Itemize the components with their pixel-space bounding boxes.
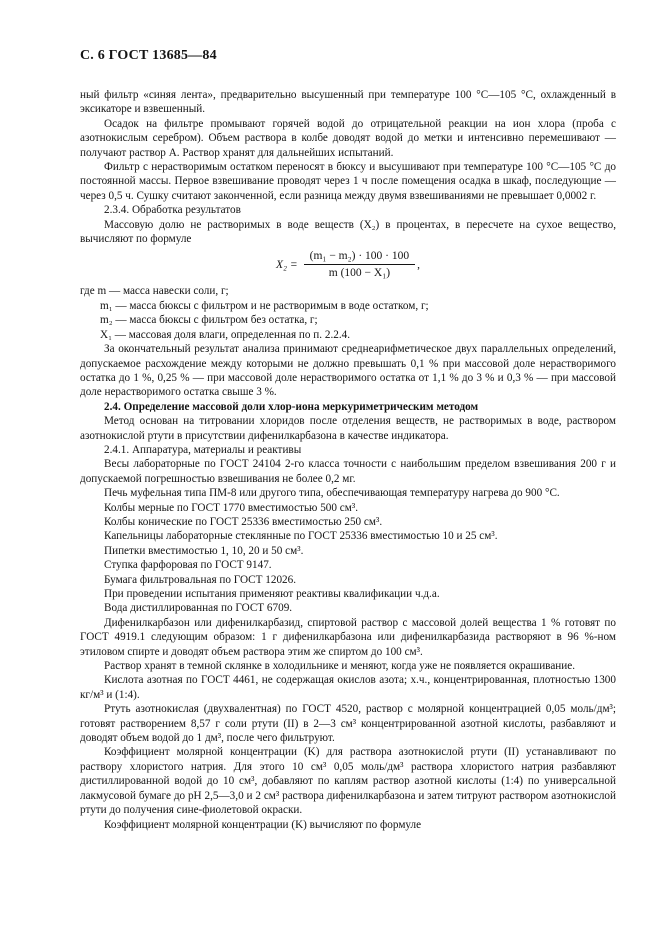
paragraph: Коэффициент молярной концентрации (K) вычисляют по формуле — [104, 818, 422, 831]
formula-fraction — [304, 250, 415, 279]
paragraph: Колбы конические по ГОСТ 25336 вместимостью 250 см³. — [104, 515, 383, 528]
page-header: С. 6 ГОСТ 13685—84 — [80, 48, 217, 63]
paragraph: Массовую долю не растворимых в воде веществ (X₂) в процентах, в пересчете на сухое вещество, вычисляют по формуле — [80, 218, 616, 246]
formula-lhs: X₂ = — [275, 258, 298, 271]
paragraph: Фильтр с нерастворимым остатком переносят в бюксу и высушивают при температуре 100 °С—105 °С до постоянной массы. Первое взвешивание проводят через 1 ч после помещения осадка в шкаф, последующие — через 0,5 ч. Сушку считают законченной, если разница между двумя взвешиваниями не превышает 0,0002 г. — [80, 161, 616, 202]
paragraph: Ступка фарфоровая по ГОСТ 9147. — [104, 559, 272, 572]
definition-item: где m — масса навески соли, г; — [80, 285, 229, 298]
paragraph: ный фильтр «синяя лента», предварительно высушенный при температуре 100 °С—105 °С, охлажденный в эксикаторе и взвешенный. — [80, 89, 616, 116]
paragraph: Печь муфельная типа ПМ-8 или другого типа, обеспечивающая температуру нагрева до 900 °С. — [104, 487, 560, 500]
document-page — [80, 48, 616, 832]
definition-item: m₁ — масса бюксы с фильтром и не растворимым в воде остатком, г; — [100, 299, 429, 312]
paragraph: Пипетки вместимостью 1, 10, 20 и 50 см³. — [104, 544, 304, 557]
paragraph: Колбы мерные по ГОСТ 1770 вместимостью 500 см³. — [104, 501, 358, 514]
paragraph: Дифенилкарбазон или дифенилкарбазид, спиртовой раствор с массовой долей вещества 1 % готовят по ГОСТ 4919.1 следующим образом: 1 г дифенилкарбазона или дифенилкарбазида растворяют в 96 %-ном этиловом спирте и доводят объем раствора этим же спиртом до 100 см³. — [80, 616, 616, 658]
formula-tail: , — [417, 258, 420, 271]
section-heading: 2.4.1. Аппаратура, материалы и реактивы — [104, 443, 302, 456]
definition-item: X₁ — массовая доля влаги, определенная по п. 2.2.4. — [100, 328, 351, 341]
paragraph: При проведении испытания применяют реактивы квалификации ч.д.а. — [104, 588, 440, 600]
formula-denominator: m (100 − X₁) — [328, 267, 391, 280]
paragraph: Раствор хранят в темной склянке в холодильнике и меняют, когда уже не появляется окрашивание. — [104, 660, 576, 673]
definition-item: m₂ — масса бюксы с фильтром без остатка, г; — [100, 314, 318, 327]
formula-definitions — [80, 284, 616, 342]
paragraph: Коэффициент молярной концентрации (K) для раствора азотнокислой ртути (II) устанавливают по раствору хлористого натрия. Для этого 10 см³ 0,05 моль/дм³ раствора хлористого натрия разбавляют дистиллированной водой до 10 см³, добавляют по каплям раствор азотной кислоты (1:4) по универсальной лакмусовой бумаге до pH 2,5—3,0 и 2 см³ раствора дифенилкарбазона и затем титруют раствором азотнокислой ртути до получения сине-фиолетовой окраски. — [80, 746, 616, 817]
formula-x2 — [80, 250, 616, 279]
section-heading: 2.3.4. Обработка результатов — [104, 204, 241, 217]
paragraph: Капельницы лабораторные стеклянные по ГОСТ 25336 вместимостью 10 и 25 см³. — [104, 530, 498, 543]
paragraph: Бумага фильтровальная по ГОСТ 12026. — [104, 573, 297, 586]
paragraph: Кислота азотная по ГОСТ 4461, не содержащая окислов азота; х.ч., концентрированная, плотностью 1300 кг/м³ и (1:4). — [80, 674, 616, 701]
section-title-text: Определение массовой доли хлор-иона меркуриметрическим методом — [123, 400, 479, 413]
formula-numerator: (m₁ − m₂) · 100 · 100 — [304, 250, 415, 265]
section-number: 2.4. — [104, 400, 121, 413]
section-title — [80, 400, 616, 414]
paragraph: Вода дистиллированная по ГОСТ 6709. — [104, 602, 293, 615]
paragraph: За окончательный результат анализа принимают среднеарифметическое двух параллельных определений, допускаемое расхождение между которыми не должно превышать 0,1 % при массовой доле нерастворимого остатка до 1 %, 0,25 % — при массовой доле нерастворимого остатка от 1,1 % до 3 % и 0,3 % — при массовой доле нерастворимого остатка свыше 3 %. — [80, 343, 616, 399]
paragraph: Весы лабораторные по ГОСТ 24104 2-го класса точности с наибольшим пределом взвешивания 200 г и допускаемой погрешностью взвешивания не более 0,2 мг. — [80, 458, 616, 485]
paragraph: Ртуть азотнокислая (двухвалентная) по ГОСТ 4520, раствор с молярной концентрацией 0,05 моль/дм³; готовят растворением 8,57 г соли ртути (II) в 2—3 см³ концентрированной азотной кислоты, разбавляют и доводят объем водой до 1 дм³, после чего фильтруют. — [80, 703, 616, 745]
paragraph: Осадок на фильтре промывают горячей водой до отрицательной реакции на ион хлора (проба с азотнокислым серебром). Объем раствора в колбе доводят водой до метки и интенсивно перемешивают — получают раствор А. Раствор хранят для дальнейших испытаний. — [80, 117, 616, 159]
paragraph: Метод основан на титровании хлоридов после отделения веществ, не растворимых в воде, раствором азотнокислой ртути в присутствии дифенилкарбазона в качестве индикатора. — [80, 415, 616, 442]
